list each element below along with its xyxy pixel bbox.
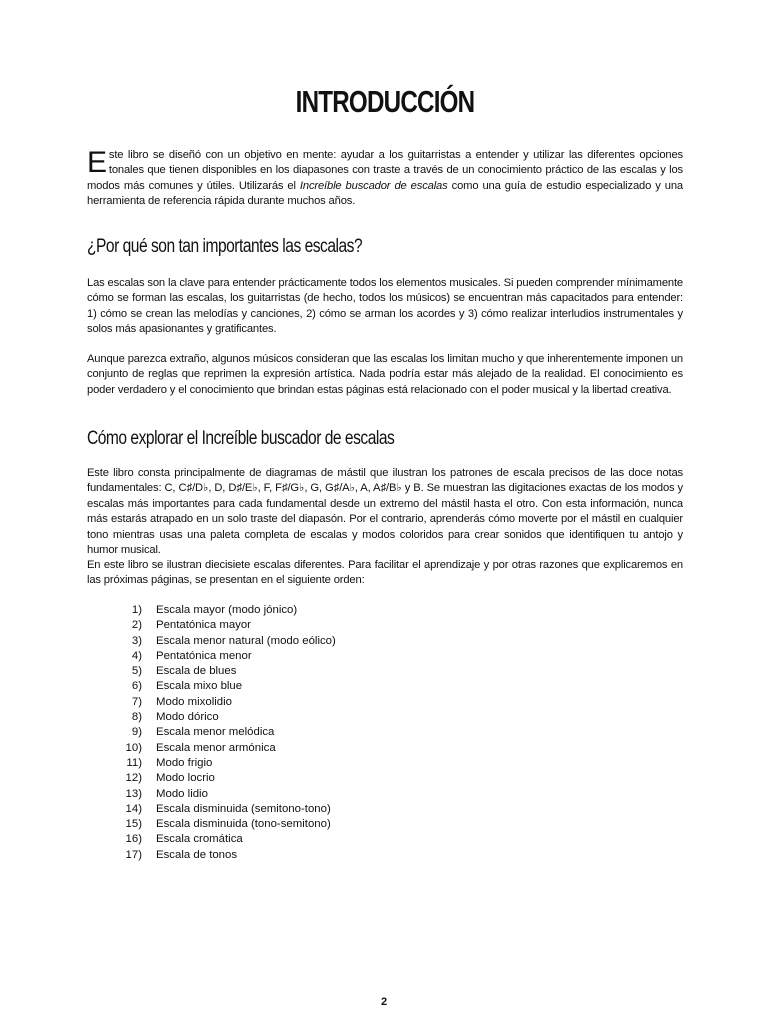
list-item: 2) Pentatónica mayor xyxy=(131,619,251,632)
page-title: INTRODUCCIÓN xyxy=(295,84,475,119)
scales-list xyxy=(107,603,336,863)
list-item: 5) Escala de blues xyxy=(131,665,237,678)
intro-text-start: ste libro se diseñó con un objetivo en mente: ayudar a los guitarristas a entender y utilizar las diferentes opciones tonales que tienen disponibles en los diapasones con traste a través de un conocimiento práctico de las escalas y los modos más comunes y útiles. Utilizarás el xyxy=(87,149,683,192)
list-item: 13) Modo lidio xyxy=(125,787,208,800)
list-item: 15) Escala disminuida (tono-semitono) xyxy=(125,818,331,831)
explore-paragraph-2: En este libro se ilustran diecisiete escalas diferentes. Para facilitar el aprendizaje y por otras razones que explicaremos en las próximas páginas, se presentan en el siguiente orden: xyxy=(87,559,683,587)
list-item: 3) Escala menor natural (modo eólico) xyxy=(131,634,336,647)
list-item: 4) Pentatónica menor xyxy=(131,649,252,662)
intro-paragraph xyxy=(87,148,683,210)
section-heading-explore: Cómo explorar el Increíble buscador de escalas xyxy=(87,428,395,449)
drop-cap: E xyxy=(87,146,107,179)
book-title-italic: Increíble buscador de escalas xyxy=(299,179,448,192)
page-number: 2 xyxy=(380,996,388,1008)
section-heading-importance: ¿Por qué son tan importantes las escalas? xyxy=(87,236,363,257)
importance-paragraph-1: Las escalas son la clave para entender prácticamente todos los elementos musicales. Si pueden comprender mínimamente cómo se forman las escalas, los guitarristas (de hecho, todos los músicos) se encuentran más capacitados para entender: 1) cómo se crean las melodías y canciones, 2) cómo se arman los acordes y 3) cómo realizar interludios instrumentales y solos más apasionantes y gratificantes. xyxy=(87,277,683,336)
list-item: 11) Modo frigio xyxy=(126,756,213,769)
list-item: 17) Escala de tonos xyxy=(125,848,238,861)
intro-text-end: como una guía de estudio especializado y una herramienta de referencia rápida durante muchos años. xyxy=(87,179,683,208)
list-item: 6) Escala mixo blue xyxy=(131,680,243,693)
list-item: 8) Modo dórico xyxy=(131,711,219,724)
list-item: 12) Modo locrio xyxy=(125,772,215,785)
list-item: 16) Escala cromática xyxy=(125,833,243,846)
list-item: 1) Escala mayor (modo jónico) xyxy=(131,604,298,616)
list-item: 7) Modo mixolidio xyxy=(131,695,232,708)
list-item: 10) Escala menor armónica xyxy=(125,741,276,754)
list-item: 14) Escala disminuida (semitono-tono) xyxy=(125,802,331,815)
importance-paragraph-2: Aunque parezca extraño, algunos músicos consideran que las escalas los limitan mucho y que inherentemente imponen un conjunto de reglas que reprimen la expresión artística. Nada podría estar más alejado de la realidad. El conocimiento es poder verdadero y el conocimiento que brindan estas páginas está relacionado con el poder musical y la libertad creativa. xyxy=(87,353,683,396)
list-item: 9) Escala menor melódica xyxy=(131,726,275,739)
explore-paragraph-1: Este libro consta principalmente de diagramas de mástil que ilustran los patrones de escala precisos de las doce notas fundamentales: C, C♯/D♭, D, D♯/E♭, F, F♯/G♭, G, G♯/A♭, A, A♯/B♭ y B. Se muestran las digitaciones exactas de los modos y escalas más importantes para cada fundamental desde un extremo del mástil hasta el otro. Con esta información, nunca más estarás atrapado en un solo traste del diapasón. Por el contrario, aprenderás cómo moverte por el mástil en cualquier tono mientras usas una paleta completa de escalas y modos coloridos para crear sonidos que identifiquen tu antojo y humor musical. xyxy=(87,467,683,557)
